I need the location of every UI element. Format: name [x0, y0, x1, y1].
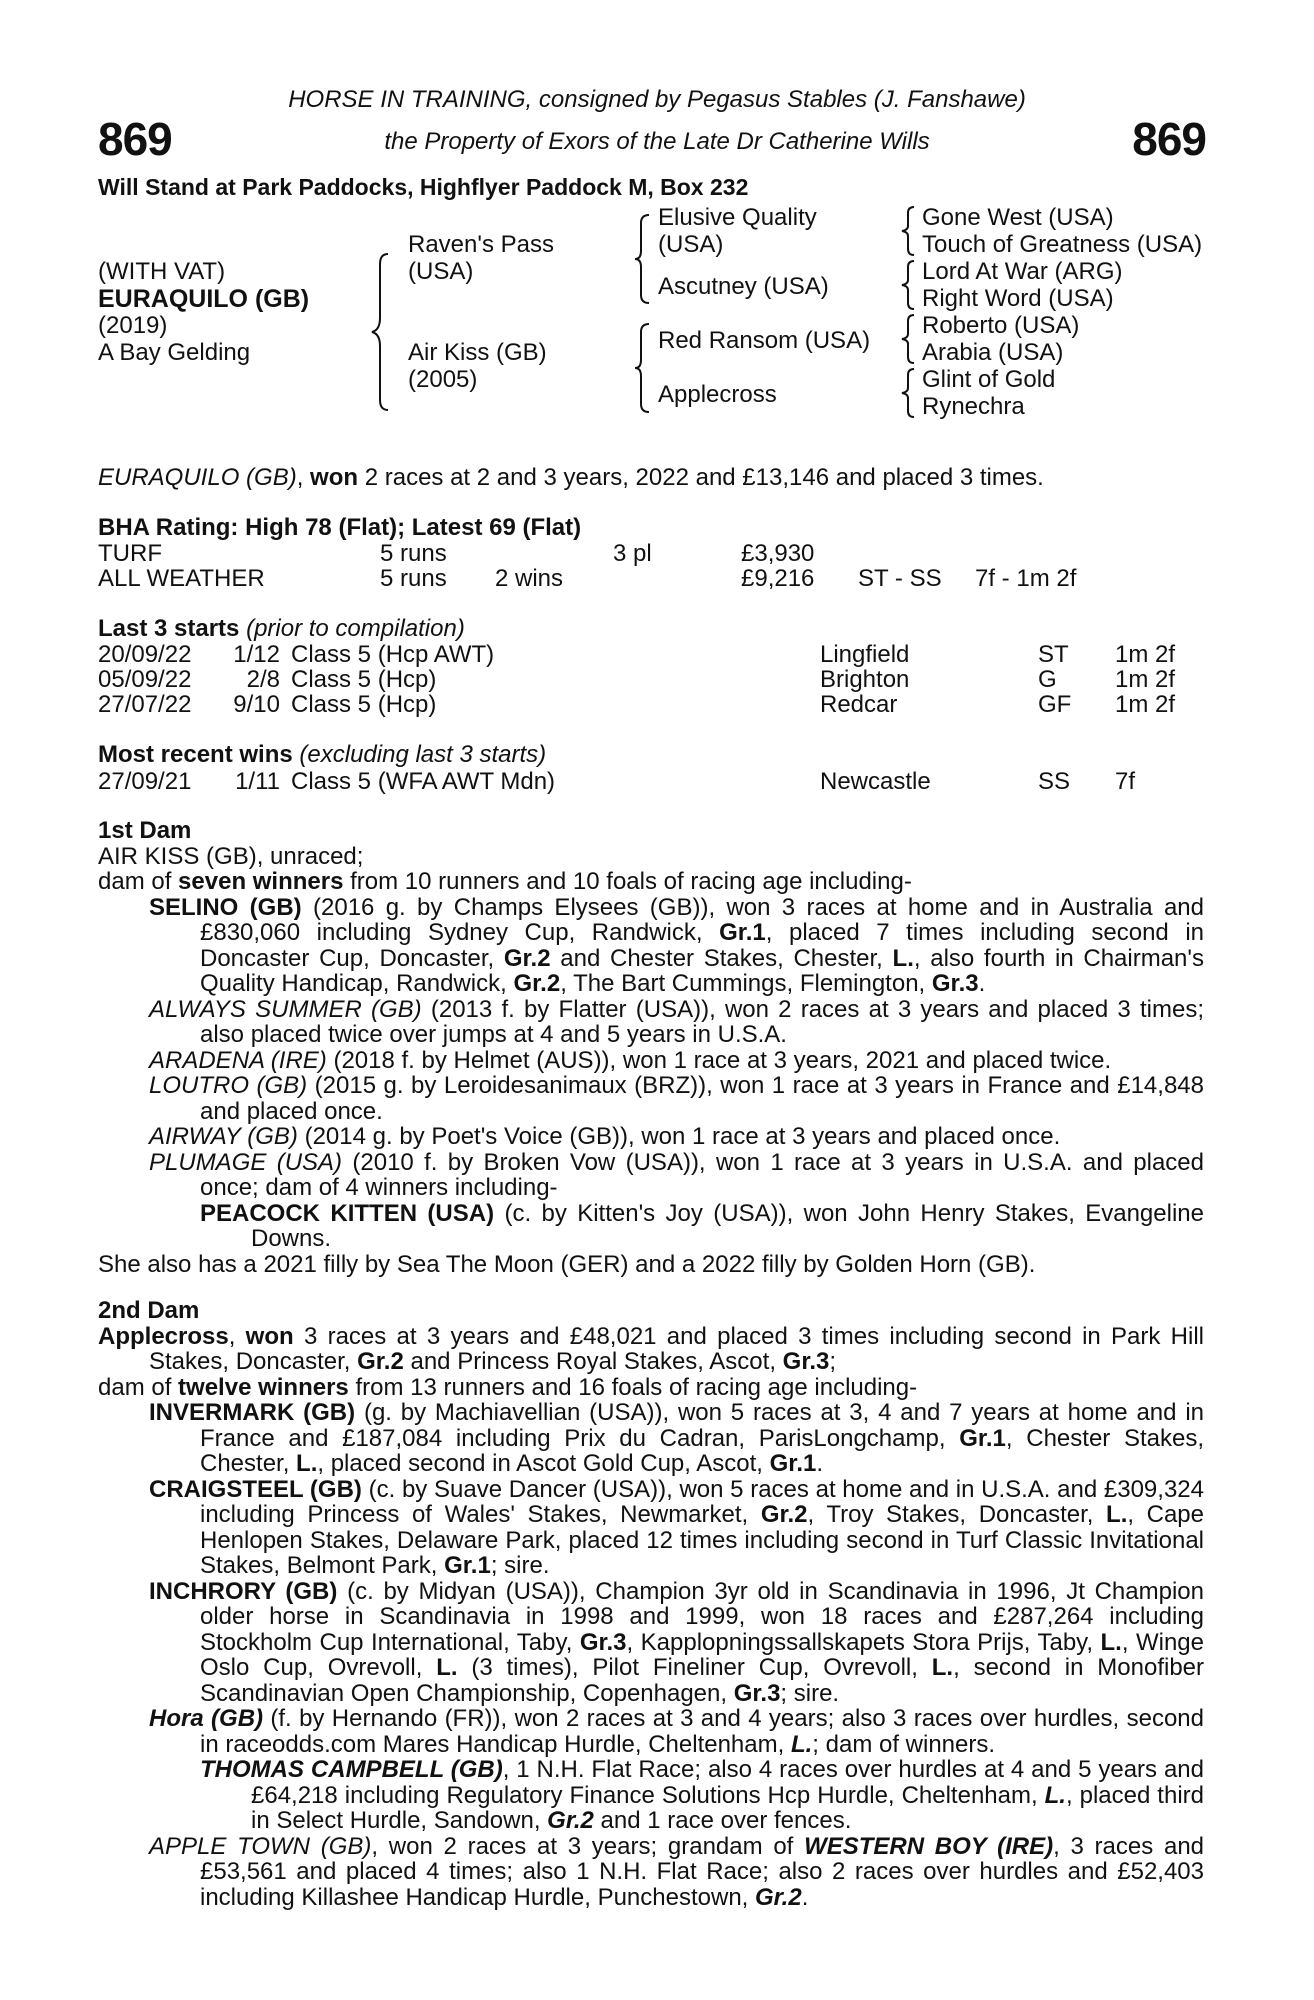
ggs-2: Touch of Greatness (USA) [922, 231, 1203, 258]
last3-heading: Last 3 starts (prior to compilation) [98, 615, 465, 642]
first-dam-line: AIR KISS (GB), unraced; [98, 842, 364, 870]
summary-horse-name: EURAQUILO (GB) [98, 464, 297, 491]
produce-thomas-campbell: THOMAS CAMPBELL (GB), 1 N.H. Flat Race; also 4 races over hurdles at 4 and 5 years and £64,218 including Regulatory Finance Solutions Hcp Hurdle, Cheltenham, L., placed third in Select Hurdle, Sandown, Gr.2 and 1 race over fences. [200, 1756, 1205, 1834]
second-dam-produce: dam of twelve winners from 13 runners and 16 foals of racing age including- [98, 1373, 918, 1401]
granddam-1: Ascutney (USA) [658, 273, 829, 300]
produce-airway: AIRWAY (GB) (2014 g. by Poet's Voice (GB)), won 1 race at 3 years and placed once. [149, 1123, 1061, 1150]
produce-selino: SELINO (GB) (2016 g. by Champs Elysees (GB)), won 3 races at home and in Australia and £830,060 including Sydney Cup, Randwick, Gr.1, placed 7 times including second in Doncaster Cup, Doncaster, Gr.2 and Chester Stakes, Chester, L., also fourth in Chairman's Quality Handicap, Randwick, Gr.2, The Bart Cummings, Flemington, Gr.3. [149, 893, 1205, 997]
stand-location: Will Stand at Park Paddocks, Highflyer Paddock M, Box 232 [98, 174, 749, 200]
ggs-5: Roberto (USA) [922, 312, 1080, 339]
aw-prize: £9,216 [741, 565, 815, 592]
horse-name: EURAQUILO (GB) [98, 285, 310, 313]
sire-country: (USA) [408, 258, 474, 285]
ggs-1: Gone West (USA) [922, 204, 1114, 231]
bracket-dam [635, 322, 655, 414]
bracket-sire [635, 213, 655, 305]
first-dam-also: She also has a 2021 filly by Sea The Moon (GER) and a 2022 filly by Golden Horn (GB). [98, 1250, 1036, 1278]
recent-wins-heading: Most recent wins (excluding last 3 starts) [98, 741, 547, 768]
second-dam-heading: 2nd Dam [98, 1297, 200, 1324]
ggs-3: Lord At War (ARG) [922, 258, 1123, 285]
grandsire-1: Elusive Quality [658, 204, 817, 231]
horse-description: A Bay Gelding [98, 339, 251, 366]
aw-label: ALL WEATHER [98, 565, 265, 592]
summary-won: won [310, 464, 359, 491]
rating-section [98, 515, 581, 541]
turf-placed: 3 pl [613, 540, 652, 567]
produce-invermark: INVERMARK (GB) (g. by Machiavellian (USA)), won 5 races at 3, 4 and 7 years at home and in France and £187,084 including Prix du Cadran, ParisLongchamp, Gr.1, Chester Stakes, Chester, L., placed second in Ascot Gold Cup, Ascot, Gr.1. [149, 1399, 1205, 1477]
turf-runs: 5 runs [380, 540, 447, 567]
ggs-7: Glint of Gold [922, 366, 1056, 393]
dam-year: (2005) [408, 366, 478, 393]
produce-hora: Hora (GB) (f. by Hernando (FR)), won 2 races at 3 and 4 years; also 3 races over hurdles, second in raceodds.com Mares Handicap Hurdle, Cheltenham, L.; dam of winners. [149, 1705, 1204, 1758]
bracket-ggs-3 [902, 314, 918, 364]
produce-loutro: LOUTRO (GB) (2015 g. by Leroidesanimaux (BRZ)), won 1 race at 3 years in France and £14,848 and placed once. [149, 1072, 1204, 1125]
bracket-horse [372, 252, 392, 412]
aw-wins: 2 wins [495, 565, 564, 592]
turf-prize: £3,930 [741, 540, 815, 567]
catalogue-page: 869 869 HORSE IN TRAINING, consigned by Pegasus Stables (J. Fanshawe) the Property of Exors of the Late Dr Catherine Wills Will Stand at Park Paddocks, Highflyer Paddock M, Box 232 (WITH VAT) EURAQUILO (GB) (2019) A Bay Gelding Raven's Pass (USA) Air Kiss (GB) (2005) Elusive Quality (USA) Ascutney (USA) Red Ransom (USA) Applecross Gone West (USA) Touch of Greatness (USA) Lord At War (ARG) Right Word (USA) Roberto (USA) Arabia (USA) Glint of Gold Rynechra EURAQUILO (GB), won 2 races at 2 and 3 years, 2022 and £13,146 and placed 3 times. BHA Rating: High 78 (Flat); Latest 69 (Flat) TURF 5 runs 3 pl £3,930 ALL WEATHER 5 runs 2 wins £9,216 ST - SS 7f - 1m 2f Last 3 starts (prior to compilation) 20/09/22 1/12 Class 5 (Hcp AWT) Lingfield ST 1m 2f 05/09/22 2/8 Class 5 (Hcp) Brighton G 1m 2f 27/07/22 9/10 Class 5 (Hcp) Redcar GF 1m 2f Most recent wins (excluding last 3 starts) 27/09/21 1/11 Class 5 (WFA AWT Mdn) Newcastle SS 7f 1st Dam AIR KISS (GB), unraced; dam of seven winners from 10 runners and 10 foals of racing age including- SELINO (GB) (2016 g. by Champs Elysees (GB)), won 3 races at home and in Australia and £830,060 including Sydney Cup, Randwick, Gr.1, placed 7 times including second in Doncaster Cup, Doncaster, Gr.2 and Chester Stakes, Chester, L., also fourth in Chairman's Quality Handicap, Randwick, Gr.2, The Bart Cummings, Flemington, Gr.3. ALWAYS SUMMER (GB) (2013 f. by Flatter (USA)), won 2 races at 3 years and placed 3 times; also placed twice over jumps at 4 and 5 years in U.S.A. ARADENA (IRE) (2018 f. by Helmet (AUS)), won 1 race at 3 years, 2021 and placed twice. LOUTRO (GB) (2015 g. by Leroidesanimaux (BRZ)), won 1 race at 3 years in France and £14,848 and placed once. AIRWAY (GB) (2014 g. by Poet's Voice (GB)), won 1 race at 3 years and placed once. PLUMAGE (USA) (2010 f. by Broken Vow (USA)), won 1 race at 3 years in U.S.A. and placed once; dam of 4 winners including- PEACOCK KITTEN (USA) (c. by Kitten's Joy (USA)), won John Henry Stakes, Evangeline Downs. She also has a 2021 filly by Sea The Moon (GER) and a 2022 filly by Golden Horn (GB). 2nd Dam Applecross, won 3 races at 3 years and £48,021 and placed 3 times including second in Park Hill Stakes, Doncaster, Gr.2 and Princess Royal Stakes, Ascot, Gr.3; dam of twelve winners from 13 runners and 16 foals of racing age including- INVERMARK (GB) (g. by Machiavellian (USA)), won 5 races at 3, 4 and 7 years at home and in France and £187,084 including Prix du Cadran, ParisLongchamp, Gr.1, Chester Stakes, Chester, L., placed second in Ascot Gold Cup, Ascot, Gr.1. CRAIGSTEEL (GB) (c. by Suave Dancer (USA)), won 5 races at home and in U.S.A. and £309,324 including Princess of Wales' Stakes, Newmarket, Gr.2, Troy Stakes, Doncaster, L., Cape Henlopen Stakes, Delaware Park, placed 12 times including second in Turf Classic Invitational Stakes, Belmont Park, Gr.1; sire. INCHRORY (GB) (c. by Midyan (USA)), Champion 3yr old in Scandinavia in 1996, Jt Champion older horse in Scandinavia in 1998 and 1999, won 18 races and £287,264 including Stockholm Cup International, Taby, Gr.3, Kapplopningssallskapets Stora Prijs, Taby, L., Winge Oslo Cup, Ovrevoll, L. (3 times), Pilot Fineliner Cup, Ovrevoll, L., second in Monofiber Scandinavian Open Championship, Copenhagen, Gr.3; sire. Hora (GB) (f. by Hernando (FR)), won 2 races at 3 and 4 years; also 3 races over hurdles, second in raceodds.com Mares Handicap Hurdle, Cheltenham, L.; dam of winners. THOMAS CAMPBELL (GB), 1 N.H. Flat Race; also 4 races over hurdles at 4 and 5 years and £64,218 including Regulatory Finance Solutions Hcp Hurdle, Cheltenham, L., placed third in Select Hurdle, Sandown, Gr.2 and 1 race over fences. APPLE TOWN (GB), won 2 races at 3 years; grandam of WESTERN BOY (IRE), 3 races and £53,561 and placed 4 times; also 1 N.H. Flat Race; also 2 races over hurdles and £52,403 including Killashee Handicap Hurdle, Punchestown, Gr.2. [0, 0, 1314, 2000]
dam-name: Air Kiss (GB) [408, 339, 547, 366]
turf-label: TURF [98, 540, 162, 567]
summary-text: 2 races at 2 and 3 years, 2022 and £13,146 and placed 3 times. [358, 464, 1044, 491]
property-line: the Property of Exors of the Late Dr Catherine Wills [384, 128, 930, 155]
produce-apple-town: APPLE TOWN (GB), won 2 races at 3 years; grandam of WESTERN BOY (IRE), 3 races and £53,561 and placed 4 times; also 1 N.H. Flat Race; also 2 races over hurdles and £52,403 including Killashee Handicap Hurdle, Punchestown, Gr.2. [149, 1832, 1205, 1911]
second-dam-record: Applecross, won 3 races at 3 years and £48,021 and placed 3 times including second in Park Hill Stakes, Doncaster, Gr.2 and Princess Royal Stakes, Ascot, Gr.3; [98, 1322, 1204, 1375]
grandsire-2: Red Ransom (USA) [658, 327, 871, 354]
produce-aradena: ARADENA (IRE) (2018 f. by Helmet (AUS)), won 1 race at 3 years, 2021 and placed twice. [149, 1046, 1112, 1074]
produce-plumage: PLUMAGE (USA) (2010 f. by Broken Vow (USA)), won 1 race at 3 years in U.S.A. and placed once; dam of 4 winners including- [149, 1148, 1204, 1201]
consignor-line: HORSE IN TRAINING, consigned by Pegasus Stables (J. Fanshawe) [288, 86, 1026, 113]
rating-heading: BHA Rating: High 78 (Flat); Latest 69 (Flat) [98, 514, 582, 541]
bracket-ggs-4 [902, 368, 918, 418]
aw-distance: 7f - 1m 2f [975, 565, 1077, 592]
bracket-ggs-2 [902, 260, 918, 310]
foaling-year: (2019) [98, 312, 168, 339]
second-dam-section [98, 1298, 1204, 1910]
aw-runs: 5 runs [380, 565, 447, 592]
bracket-ggs-1 [902, 206, 918, 256]
race-summary: EURAQUILO (GB), won 2 races at 2 and 3 years, 2022 and £13,146 and placed 3 times. [98, 464, 1044, 491]
first-dam-section [98, 818, 1204, 1277]
grandsire-1-country: (USA) [658, 231, 724, 258]
vat-note: (WITH VAT) [98, 258, 226, 285]
produce-always-summer: ALWAYS SUMMER (GB) (2013 f. by Flatter (USA)), won 2 races at 3 years and placed 3 times; also placed twice over jumps at 4 and 5 years in U.S.A. [149, 995, 1204, 1048]
ggs-8: Rynechra [922, 393, 1025, 420]
ggs-6: Arabia (USA) [922, 339, 1064, 366]
first-dam-heading: 1st Dam [98, 817, 192, 844]
ggs-4: Right Word (USA) [922, 285, 1114, 312]
sire-name: Raven's Pass [408, 231, 554, 258]
aw-going: ST - SS [858, 565, 942, 592]
first-dam-produce: dam of seven winners from 10 runners and 10 foals of racing age including- [98, 868, 912, 895]
produce-peacock-kitten: PEACOCK KITTEN (USA) (c. by Kitten's Joy (USA)), won John Henry Stakes, Evangeline Downs. [200, 1199, 1204, 1252]
lot-number-right: 869 [1132, 113, 1206, 165]
granddam-2: Applecross [658, 381, 777, 408]
produce-craigsteel: CRAIGSTEEL (GB) (c. by Suave Dancer (USA)), won 5 races at home and in U.S.A. and £309,324 including Princess of Wales' Stakes, Newmarket, Gr.2, Troy Stakes, Doncaster, L., Cape Henlopen Stakes, Delaware Park, placed 12 times including second in Turf Classic Invitational Stakes, Belmont Park, Gr.1; sire. [149, 1475, 1205, 1579]
lot-number-left: 869 [98, 113, 172, 165]
produce-inchrory: INCHRORY (GB) (c. by Midyan (USA)), Champion 3yr old in Scandinavia in 1996, Jt Champion older horse in Scandinavia in 1998 and 1999, won 18 races and £287,264 including Stockholm Cup International, Taby, Gr.3, Kapplopningssallskapets Stora Prijs, Taby, L., Winge Oslo Cup, Ovrevoll, L. (3 times), Pilot Fineliner Cup, Ovrevoll, L., second in Monofiber Scandinavian Open Championship, Copenhagen, Gr.3; sire. [149, 1577, 1205, 1707]
